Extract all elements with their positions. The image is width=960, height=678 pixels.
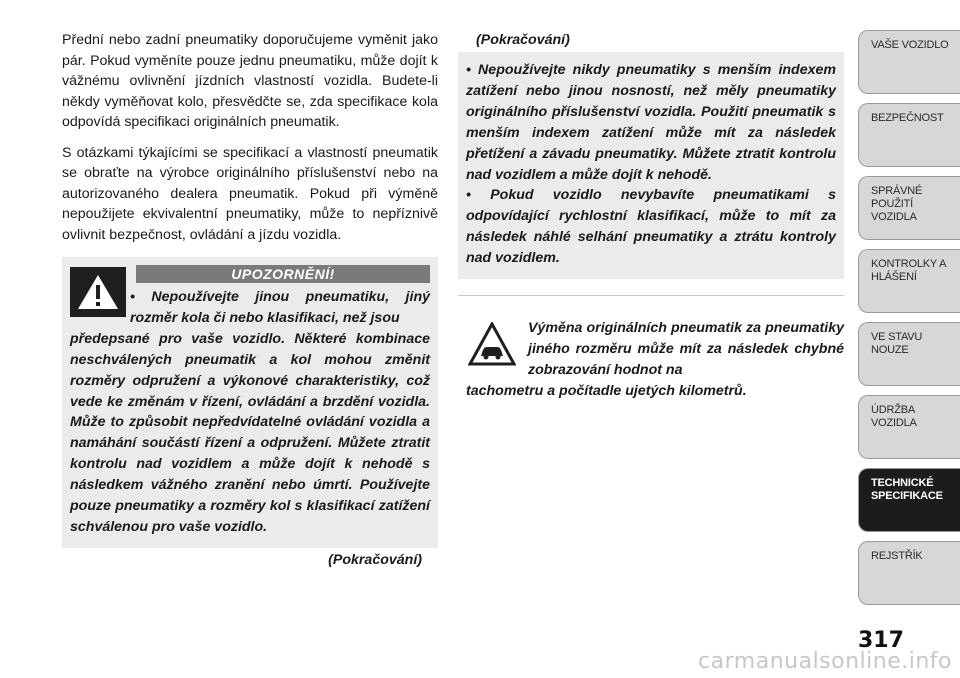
continued-label: (Pokračování) [328,551,422,568]
tab-technicke-specifikace[interactable]: TECHNICKÉ SPECIFIKACE [858,468,960,532]
tab-udrzba[interactable]: ÚDRŽBA VOZIDLA [858,395,960,459]
body-paragraph: Přední nebo zadní pneumatiky doporučujeme vyměnit jako pár. Pokud vyměníte pouze jednu pneumatiku, může dojít k vážnému ovlivnění jízdních vlastností vozidla. Budete-li někdy vyměňovat kolo, přesvědčte se, zda specifikace kola odpovídá specifikaci originálních pneumatik. [62,32,438,130]
page-number: 317 [858,628,904,653]
divider [458,295,844,296]
right-column [458,30,844,402]
warning-text-lead: • Nepoužívejte jinou pneumatiku, jiný rozměr kola či nebo klasifikaci, než jsou [130,289,430,326]
tab-spravne-pouziti[interactable]: SPRÁVNÉ POUŽITÍ VOZIDLA [858,176,960,240]
left-column [62,30,438,568]
body-paragraph: S otázkami týkajícími se specifikací a vlastností pneumatik se obraťte na výrobce originálního příslušenství nebo na autorizovaného dealera pneumatik. Pokud při výměně nepoužijete ekvivalentní pneumatiky, může to nepříznivě ovlivnit bezpečnost, ovládání a jízdu vozidla. [62,144,438,243]
warning-heading: UPOZORNĚNÍ! [136,265,430,283]
warning-text-rest: předepsané pro vaše vozidlo. Některé kombinace neschválených pneumatik a kol mohou změnit rozměry odpružení a výkonové charakteristiky, což vede ke změnám v řízení, ovládání a brzdění vozidla. Může to způsobit nepředvídatelné ovládání vozidla a namáhání součástí řízení a odpružení. Můžete ztratit kontrolu nad vozidlem a může dojít k nehodě s následkem vážného zranění nebo úmrtí. Používejte pouze pneumatiky a rozměry kol s klasifikací zatížení schválenou pro vaše vozidlo. [70,330,430,535]
caution-text-lead: Výměna originálních pneumatik za pneumatiky jiného rozměru může mít za následek chybné zobrazování hodnot na [528,320,844,378]
caution-note [458,318,844,402]
tab-rejstrik[interactable]: REJSTŘÍK [858,541,960,605]
tab-bezpecnost[interactable]: BEZPEČNOST [858,103,960,167]
tab-vase-vozidlo[interactable]: VAŠE VOZIDLO [858,30,960,94]
warning-bullet: • Pokud vozidlo nevybavíte pneumatikami s odpovídající rychlostní klasifikací, může to mít za následek náhlé selhání pneumatiky a ztrátu kontroly nad vozidlem. [466,187,836,267]
continued-label: (Pokračování) [476,32,570,48]
caution-text-rest: tachometru a počítadle ujetých kilometrů. [466,382,747,399]
warning-bullet: • Nepoužívejte nikdy pneumatiky s menším indexem zatížení nebo jinou nosností, než měly pneumatiky originálního příslušenství vozidla. Použití pneumatik s menším indexem zatížení může mít za následek přetížení a závadu pneumatiky. Můžete ztratit kontrolu nad vozidlem a může dojít k nehodě. [466,62,836,183]
watermark: carmanualsonline.info [698,649,952,674]
caution-car-icon [468,322,516,366]
warning-text [70,287,430,538]
warning-triangle-icon [70,267,126,317]
tab-ve-stavu-nouze[interactable]: VE STAVU NOUZE [858,322,960,386]
section-tabs [858,30,960,614]
caution-text [466,318,844,402]
tab-kontrolky[interactable]: KONTROLKY A HLÁŠENÍ [858,249,960,313]
warning-box [62,257,438,548]
warning-continued-box [458,52,844,279]
